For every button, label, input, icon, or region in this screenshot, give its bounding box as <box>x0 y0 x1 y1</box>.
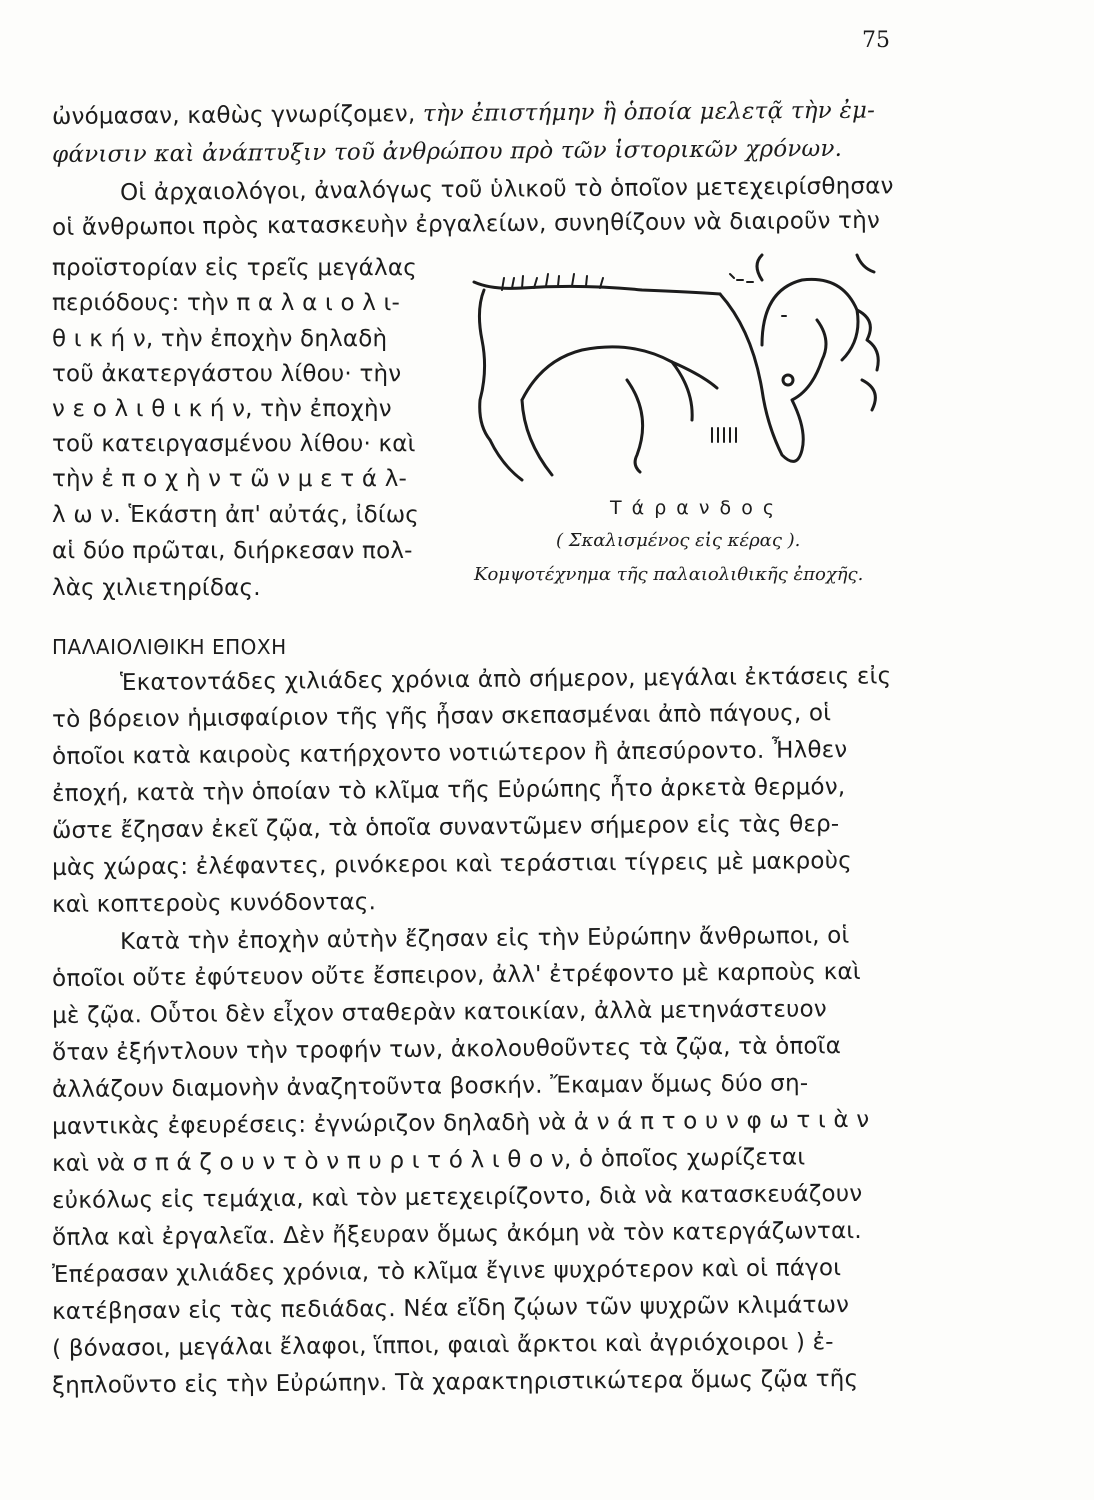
intro-line-2: οἱ ἄνθρωποι πρὸς κατασκευὴν ἐργαλείων, συνηθίζουν νὰ διαιροῦν τὴν <box>52 207 881 241</box>
body-line-19: ( βόνασοι, μεγάλαι ἔλαφοι, ἵπποι, φαιαὶ ἄρκτοι καὶ ἀγριόχοιροι ) ἐ- <box>52 1329 834 1362</box>
text-line-top-1 <box>52 98 875 130</box>
left-col-line-3: θ ι κ ή ν, τὴν ἐποχὴν δηλαδὴ <box>52 326 388 352</box>
reindeer-illustration <box>462 250 922 500</box>
body-line-5: ὥστε ἔζησαν ἐκεῖ ζῷα, τὰ ὁποῖα συναντῶμεν σήμερον εἰς τὰς θερ- <box>52 811 840 844</box>
section-heading: ΠΑΛΑΙΟΛΙΘΙΚΗ ΕΠΟΧΗ <box>52 635 287 659</box>
body-line-7: καὶ κοπτεροὺς κυνόδοντας. <box>52 889 377 918</box>
body-line-17: Ἐπέρασαν χιλιάδες χρόνια, τὸ κλῖμα ἔγινε ψυχρότερον καὶ οἱ πάγοι <box>52 1255 842 1288</box>
left-col-line-2: περιόδους: τὴν π α λ α ι ο λ ι- <box>52 290 401 316</box>
figure-caption: Κομψοτέχνημα τῆς παλαιολιθικῆς ἐποχῆς. <box>474 564 864 585</box>
body-line-2: τὸ βόρειον ἡμισφαίριον τῆς γῆς ἦσαν σκεπασμέναι ἀπὸ πάγους, οἱ <box>52 700 832 733</box>
left-col-line-6: τοῦ κατειργασμένου λίθου· καὶ <box>52 431 416 457</box>
body-line-9: ὁποῖοι οὔτε ἐφύτευον οὔτε ἔσπειρον, ἀλλ' ἐτρέφοντο μὲ καρποὺς καὶ <box>52 958 861 992</box>
body-line-10: μὲ ζῷα. Οὗτοι δὲν εἶχον σταθερὰν κατοικίαν, ἀλλὰ μετηνάστευον <box>52 996 827 1029</box>
text-line-top-2-italic: φάνισιν καὶ ἀνάπτυξιν τοῦ ἀνθρώπου πρὸ τῶν ἱστορικῶν χρόνων. <box>52 135 843 168</box>
body-line-8: Κατὰ τὴν ἐποχὴν αὐτὴν ἔζησαν εἰς τὴν Εὐρώπην ἄνθρωποι, οἱ <box>120 922 850 955</box>
body-line-15: εὐκόλως εἰς τεμάχια, καὶ τὸν μετεχειρίζοντο, διὰ νὰ κατασκευάζουν <box>52 1180 863 1214</box>
body-line-12: ἀλλάζουν διαμονὴν ἀναζητοῦντα βοσκήν. Ἔκαμαν ὅμως δύο ση- <box>52 1070 809 1103</box>
body-line-6: μὰς χώρας: ἐλέφαντες, ρινόκεροι καὶ τεράστιαι τίγρεις μὲ μακροὺς <box>52 848 852 881</box>
body-line-16: ὅπλα καὶ ἐργαλεῖα. Δὲν ἤξευραν ὅμως ἀκόμη νὰ τὸν κατεργάζωνται. <box>52 1217 862 1251</box>
left-col-line-8: λ ω ν. Ἑκάστη ἀπ' αὐτάς, ἰδίως <box>52 502 419 528</box>
text-line-top-1-italic: τὴν ἐπιστήμην ἣ ὁποία μελετᾷ τὴν ἐμ- <box>422 97 876 128</box>
figure-subtitle: ( Σκαλισμένος εἰς κέρας ). <box>556 530 801 551</box>
figure-title: Τ ά ρ α ν δ ο ς <box>610 497 777 519</box>
body-line-13: μαντικὰς ἐφευρέσεις: ἐγνώριζον δηλαδὴ νὰ ἀ ν ά π τ ο υ ν φ ω τ ι ὰ ν <box>52 1106 870 1140</box>
body-line-20: ξηπλοῦντο εἰς τὴν Εὐρώπην. Τὰ χαρακτηριστικώτερα ὅμως ζῷα τῆς <box>52 1365 859 1399</box>
body-line-1: Ἑκατοντάδες χιλιάδες χρόνια ἀπὸ σήμερον, μεγάλαι ἐκτάσεις εἰς <box>120 663 892 696</box>
body-line-3: ὁποῖοι κατὰ καιροὺς κατήρχοντο νοτιώτερον ἢ ἀπεσύροντο. Ἦλθεν <box>52 737 848 770</box>
text-line-top-1-plain: ὠνόμασαν, καθὼς γνωρίζομεν, <box>52 101 424 130</box>
left-col-line-1: προϊστορίαν εἰς τρεῖς μεγάλας <box>52 255 417 281</box>
left-col-line-5: ν ε ο λ ι θ ι κ ή ν, τὴν ἐποχὴν <box>52 396 392 422</box>
body-line-14: καὶ νὰ σ π ά ζ ο υ ν τ ὸ ν π υ ρ ι τ ό λ ι θ ο ν, ὁ ὁποῖος χωρίζεται <box>52 1144 806 1177</box>
intro-line-1: Οἱ ἀρχαιολόγοι, ἀναλόγως τοῦ ὑλικοῦ τὸ ὁποῖον μετεχειρίσθησαν <box>120 173 894 206</box>
text-line-top-2 <box>52 136 842 168</box>
left-col-line-10: λὰς χιλιετηρίδας. <box>52 575 261 601</box>
left-col-line-9: αἱ δύο πρῶται, διήρκεσαν πολ- <box>52 538 413 564</box>
body-line-4: ἐποχή, κατὰ τὴν ὁποίαν τὸ κλῖμα τῆς Εὐρώπης ἦτο ἀρκετὰ θερμόν, <box>52 774 846 807</box>
body-line-18: κατέβησαν εἰς τὰς πεδιάδας. Νέα εἴδη ζῴων τῶν ψυχρῶν κλιμάτων <box>52 1292 850 1325</box>
left-col-line-7: τὴν ἐ π ο χ ὴ ν τ ῶ ν μ ε τ ά λ- <box>52 466 408 492</box>
reindeer-drawing <box>462 250 922 500</box>
page-number: 75 <box>862 28 890 53</box>
left-col-line-4: τοῦ ἀκατεργάστου λίθου· τὴν <box>52 361 402 387</box>
body-line-11: ὅταν ἐξήντλουν τὴν τροφήν των, ἀκολουθοῦντες τὰ ζῷα, τὰ ὁποῖα <box>52 1033 842 1066</box>
